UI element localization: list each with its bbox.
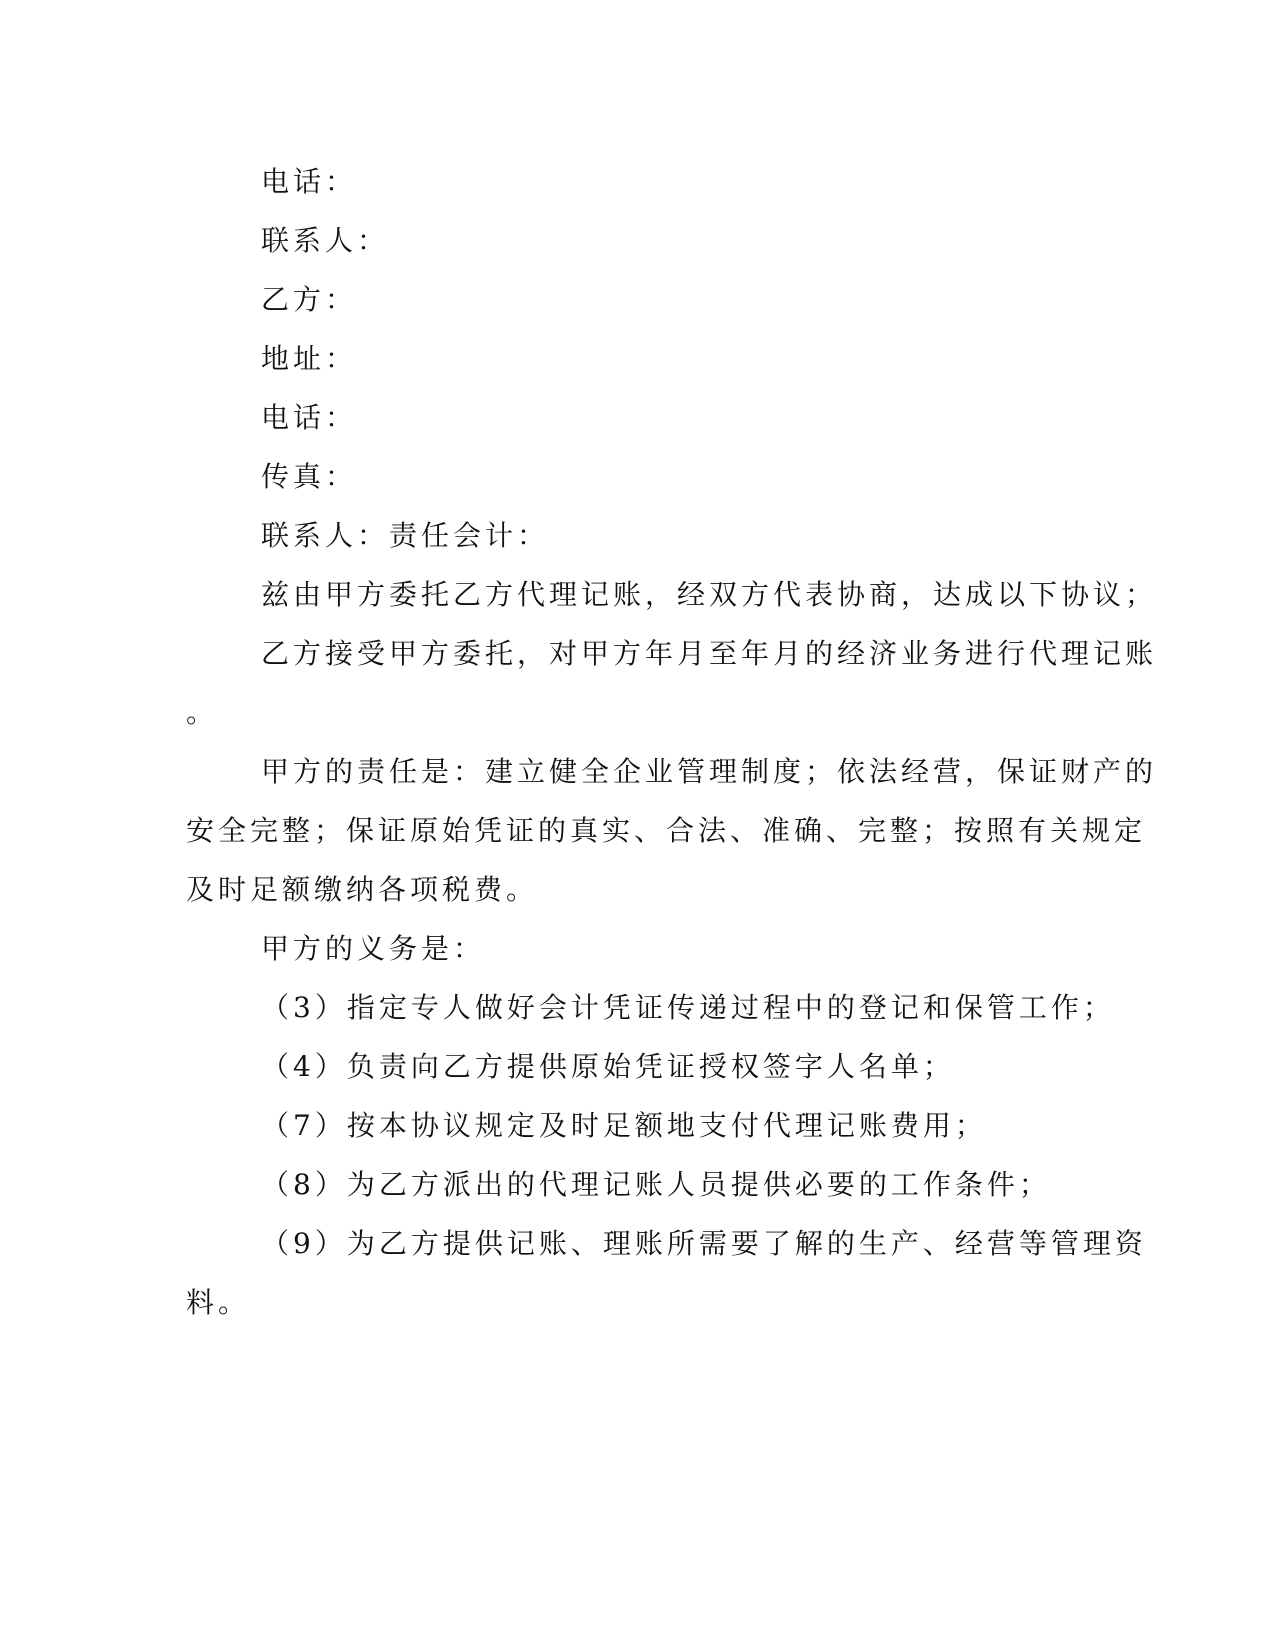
paragraph-agreement-intro: 兹由甲方委托乙方代理记账，经双方代表协商，达成以下协议； [261, 578, 1158, 611]
phone-label: 电话： [261, 165, 358, 198]
party-b-label: 乙方： [261, 283, 358, 316]
list-item-9: （9）为乙方提供记账、理账所需要了解的生产、经营等管理资 [261, 1227, 1147, 1260]
list-item-9-end: 料。 [186, 1286, 251, 1319]
party-a-obligations-heading: 甲方的义务是： [261, 932, 486, 965]
paragraph-party-a-responsibility: 甲方的责任是：建立健全企业管理制度；依法经营，保证财产的 [261, 755, 1158, 788]
list-item-4: （4）负责向乙方提供原始凭证授权签字人名单； [261, 1050, 955, 1083]
address-label: 地址： [261, 342, 358, 375]
phone-label-b: 电话： [261, 401, 358, 434]
paragraph-party-a-responsibility-cont: 安全完整；保证原始凭证的真实、合法、准确、完整；按照有关规定 [186, 814, 1147, 847]
fax-label: 传真： [261, 460, 358, 493]
paragraph-acceptance: 乙方接受甲方委托，对甲方年月至年月的经济业务进行代理记账 [261, 637, 1158, 670]
list-item-8: （8）为乙方派出的代理记账人员提供必要的工作条件； [261, 1168, 1051, 1201]
paragraph-party-a-responsibility-end: 及时足额缴纳各项税费。 [186, 873, 539, 906]
contact-accountant-label: 联系人：责任会计： [261, 519, 550, 552]
list-item-7: （7）按本协议规定及时足额地支付代理记账费用； [261, 1109, 987, 1142]
list-item-3: （3）指定专人做好会计凭证传递过程中的登记和保管工作； [261, 991, 1115, 1024]
paragraph-acceptance-end: 。 [186, 696, 219, 729]
contact-label: 联系人： [261, 224, 390, 257]
